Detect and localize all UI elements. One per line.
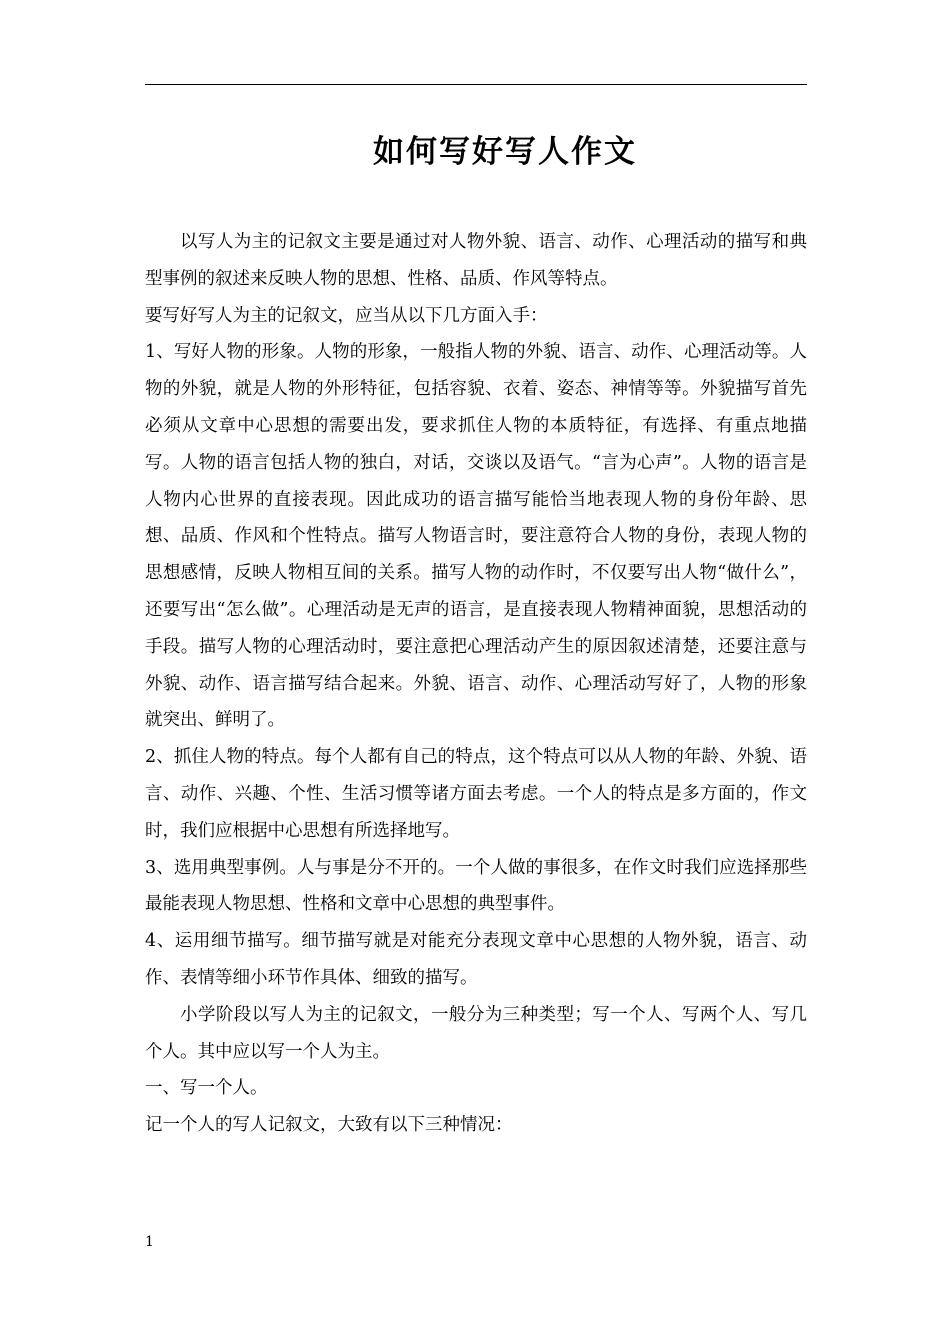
document-body: [145, 224, 807, 1144]
paragraph-point-2: 2、抓住人物的特点。每个人都有自己的特点，这个特点可以从人物的年龄、外貌、语言、动作、兴趣、个性、生活习惯等诸方面去考虑。一个人的特点是多方面的，作文时，我们应根据中心思想有所选择地写。: [145, 747, 807, 841]
paragraph-section-intro: 记一个人的写人记叙文，大致有以下三种情况：: [145, 1115, 513, 1136]
paragraph-lead: 要写好写人为主的记叙文，应当从以下几方面入手：: [145, 305, 548, 326]
paragraph-intro: 以写人为主的记叙文主要是通过对人物外貌、语言、动作、心理活动的描写和典型事例的叙述来反映人物的思想、性格、品质、作风等特点。: [145, 232, 807, 289]
header-rule: [145, 84, 807, 85]
paragraph-point-1: 1、写好人物的形象。人物的形象，一般指人物的外貌、语言、动作、心理活动等。人物的外貌，就是人物的外形特征，包括容貌、衣着、姿态、神情等等。外貌描写首先必须从文章中心思想的需要出发，要求抓住人物的本质特征，有选择、有重点地描写。人物的语言包括人物的独白，对话，交谈以及语气。“言为心声”。人物的语言是人物内心世界的直接表现。因此成功的语言描写能恰当地表现人物的身份年龄、思想、品质、作风和个性特点。描写人物语言时，要注意符合人物的身份，表现人物的思想感情，反映人物相互间的关系。描写人物的动作时，不仅要写出人物“做什么”，还要写出“怎么做”。心理活动是无声的语言，是直接表现人物精神面貌，思想活动的手段。描写人物的心理活动时，要注意把心理活动产生的原因叙述清楚，还要注意与外貌、动作、语言描写结合起来。外貌、语言、动作、心理活动写好了，人物的形象就突出、鲜明了。: [145, 342, 807, 731]
paragraph-types: 小学阶段以写人为主的记叙文，一般分为三种类型；写一个人、写两个人、写几个人。其中应以写一个人为主。: [145, 1004, 807, 1062]
section-heading-one: 一、写一个人。: [145, 1078, 268, 1099]
document-title: 如何写好写人作文: [373, 134, 637, 170]
page-number: 1: [145, 1234, 154, 1250]
paragraph-point-3: 3、选用典型事例。人与事是分不开的。一个人做的事很多，在作文时我们应选择那些最能表现人物思想、性格和文章中心思想的典型事件。: [145, 857, 807, 915]
paragraph-point-4: 4、运用细节描写。细节描写就是对能充分表现文章中心思想的人物外貌，语言、动作、表情等细小环节作具体、细致的描写。: [145, 931, 807, 988]
